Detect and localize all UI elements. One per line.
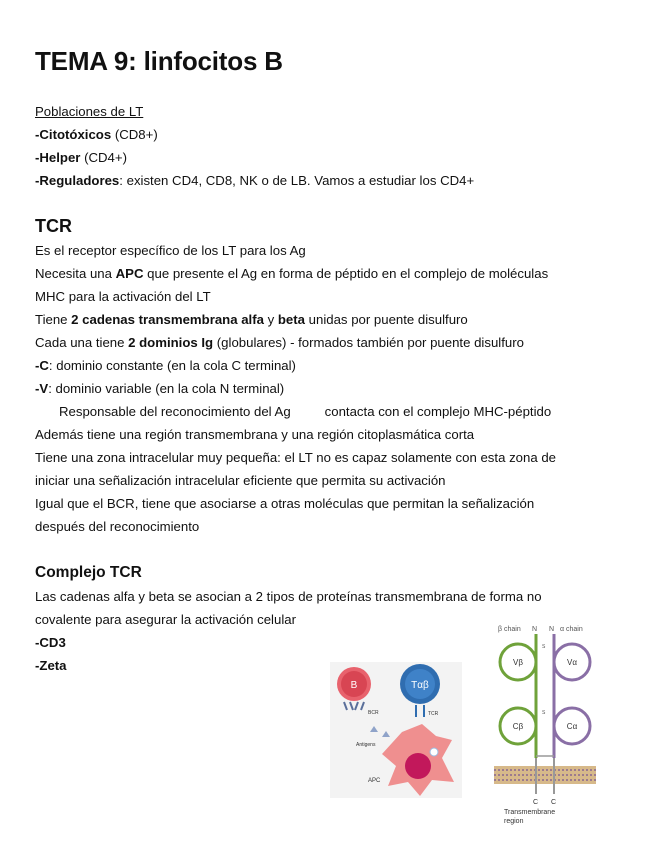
b-cell-label: B	[350, 680, 358, 691]
paragraph-line: Tiene una zona intracelular muy pequeña: el LT no es capaz solamente con esta zona de	[35, 450, 556, 465]
paragraph-line: Cada una tiene 2 dominios Ig (globulares) - formados también por puente disulfuro	[35, 335, 524, 350]
paragraph-line: -C: dominio constante (en la cola C terminal)	[35, 358, 296, 373]
antigen-fragment	[430, 748, 438, 756]
v-beta-label: Vβ	[513, 658, 523, 667]
n-terminal-label: N	[549, 626, 555, 633]
paragraph-line: Tiene 2 cadenas transmembrana alfa y beta unidas por puente disulfuro	[35, 312, 468, 327]
tcr-label: TCR	[428, 711, 439, 717]
apc-label: APC	[368, 778, 381, 784]
tcr-structure-figure	[494, 618, 596, 833]
paragraph-line: covalente para asegurar la activación celular	[35, 612, 296, 627]
paragraph-line: MHC para la activación del LT	[35, 289, 211, 304]
c-terminal-label: C	[551, 799, 557, 806]
region-label: region	[504, 818, 524, 825]
bcr-label: BCR	[368, 710, 379, 716]
paragraph-line: Responsable del reconocimiento del Ag contacta con el complejo MHC-péptido	[59, 404, 552, 419]
disulfide-label: S	[542, 710, 546, 716]
alpha-chain-label: α chain	[560, 626, 583, 633]
membrane	[494, 766, 596, 784]
list-item: -Zeta	[35, 658, 67, 673]
complejo-tcr-heading: Complejo TCR	[35, 564, 142, 581]
paragraph-line: Igual que el BCR, tiene que asociarse a otras moléculas que permitan la señalización	[35, 496, 535, 511]
paragraph-line: iniciar una señalización intracelular eficiente que permita su activación	[35, 473, 446, 488]
t-cell-label: Tαβ	[411, 680, 429, 691]
transmembrane-label: Transmembrane	[504, 809, 556, 816]
list-item: -CD3	[35, 635, 66, 650]
poblacion-item: -Reguladores: existen CD4, CD8, NK o de LB. Vamos a estudiar los CD4+	[35, 173, 475, 188]
beta-chain-label: β chain	[498, 626, 521, 633]
paragraph-line: -V: dominio variable (en la cola N terminal)	[35, 381, 285, 396]
paragraph-line: Necesita una APC que presente el Ag en forma de péptido en el complejo de moléculas	[35, 266, 549, 281]
c-alpha-label: Cα	[566, 722, 578, 731]
paragraph-line: Además tiene una región transmembrana y una región citoplasmática corta	[35, 427, 475, 442]
paragraph-line: después del reconocimiento	[35, 519, 200, 534]
poblaciones-heading: Poblaciones de LT	[35, 104, 144, 119]
page-title: TEMA 9: linfocitos B	[35, 46, 283, 76]
apc-nucleus	[405, 753, 431, 779]
n-terminal-label: N	[532, 626, 538, 633]
bcr-tcr-apc-figure	[330, 662, 462, 798]
c-beta-label: Cβ	[512, 722, 524, 731]
paragraph-line: Las cadenas alfa y beta se asocian a 2 tipos de proteínas transmembrana de forma no	[35, 589, 542, 604]
tcr-heading: TCR	[35, 216, 72, 236]
disulfide-label: S	[542, 644, 546, 650]
poblacion-item: -Helper (CD4+)	[35, 150, 127, 165]
c-terminal-label: C	[533, 799, 539, 806]
paragraph-line: Es el receptor específico de los LT para los Ag	[35, 243, 306, 258]
v-alpha-label: Vα	[567, 658, 577, 667]
antigens-label: Antigens	[356, 742, 376, 748]
poblacion-item: -Citotóxicos (CD8+)	[35, 127, 158, 142]
